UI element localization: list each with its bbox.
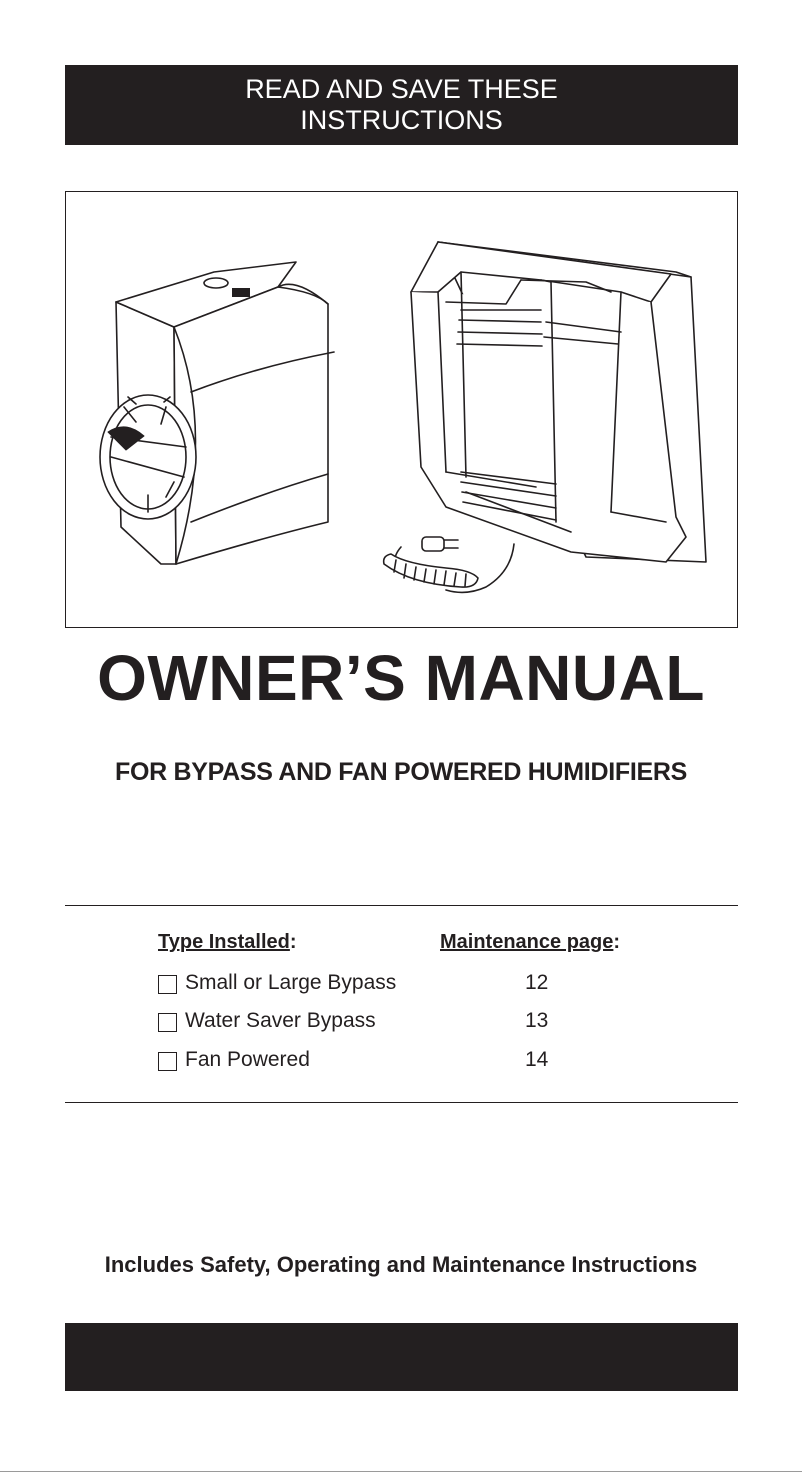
table-row	[158, 1009, 578, 1033]
table-bottom-rule	[65, 1102, 738, 1103]
humidifier-type: Small or Large Bypass	[185, 971, 397, 994]
page-edge	[0, 1471, 802, 1472]
table-top-rule	[65, 905, 738, 906]
bypass-humidifier-drawing	[100, 262, 334, 564]
maintenance-page-number: 13	[525, 1009, 549, 1032]
maintenance-page-number: 12	[525, 971, 549, 994]
type-installed-header	[158, 930, 297, 954]
checkbox[interactable]	[158, 1052, 177, 1071]
checkbox[interactable]	[158, 975, 177, 994]
maintenance-page-header	[440, 930, 620, 954]
manual-title: OWNER’S MANUAL	[97, 642, 705, 714]
humidifier-type: Fan Powered	[185, 1048, 310, 1071]
manual-subtitle: FOR BYPASS AND FAN POWERED HUMIDIFIERS	[115, 758, 687, 786]
banner-line-2: INSTRUCTIONS	[300, 105, 503, 135]
footer-note: Includes Safety, Operating and Maintenance Instructions	[104, 1252, 698, 1277]
table-row	[158, 971, 578, 995]
bottom-banner	[65, 1323, 738, 1391]
humidifier-type: Water Saver Bypass	[185, 1009, 376, 1032]
type-installed-header-colon: :	[289, 931, 297, 953]
type-installed-header-label: Type Installed	[158, 931, 290, 953]
top-banner	[65, 65, 738, 145]
maintenance-page-header-label: Maintenance page	[440, 931, 614, 953]
fan-powered-humidifier-drawing	[384, 242, 706, 592]
checkbox[interactable]	[158, 1013, 177, 1032]
maintenance-page-header-colon: :	[613, 931, 621, 953]
maintenance-page-number: 14	[525, 1048, 549, 1071]
banner-line-1: READ AND SAVE THESE	[245, 74, 558, 104]
table-row	[158, 1048, 578, 1072]
product-illustration	[65, 191, 738, 628]
